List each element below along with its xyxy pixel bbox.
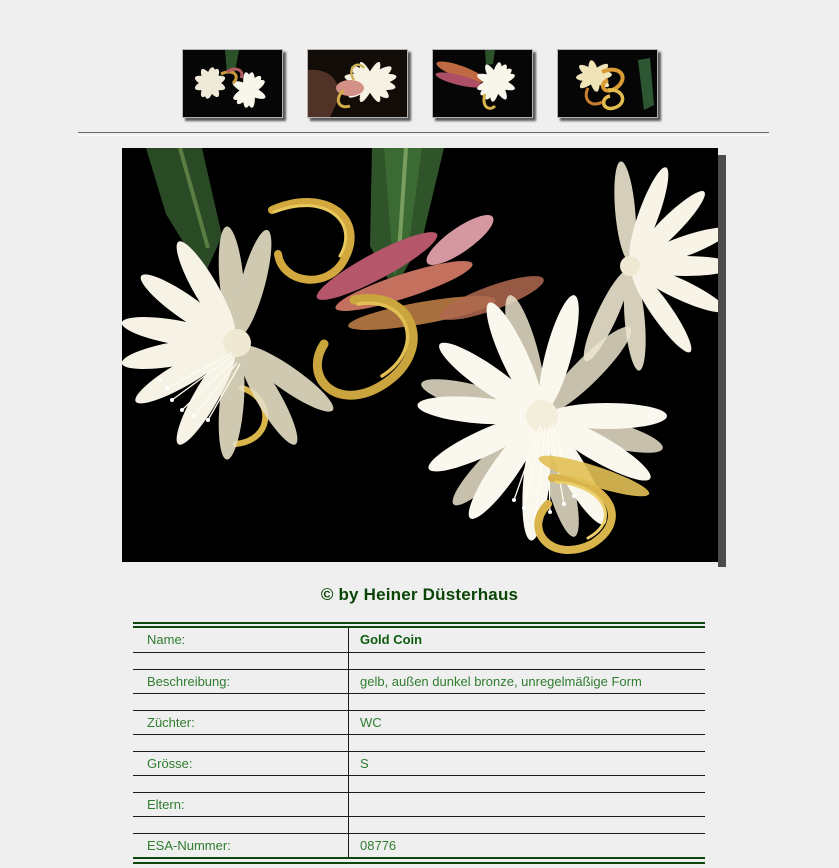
row-label: Name: [133,628,349,652]
row-label: Grösse: [133,751,349,775]
flower-thumbnail-1-image [183,50,282,117]
flower-thumbnail-1[interactable] [182,49,283,118]
table-spacer-row [133,734,705,751]
row-label: ESA-Nummer: [133,833,349,857]
row-label: Züchter: [133,710,349,734]
flower-thumbnail-4[interactable] [557,49,658,118]
flower-thumbnail-3-image [433,50,532,117]
table-row-name [133,628,705,652]
row-value [349,792,706,816]
details-table [133,628,705,857]
table-spacer-row [133,775,705,792]
flower-thumbnail-4-image [558,50,657,117]
table-row-zuechter [133,710,705,734]
table-row-eltern [133,792,705,816]
table-row-esa-nummer [133,833,705,857]
flower-thumbnail-2-image [308,50,407,117]
main-photo-image [122,148,718,562]
divider-rule [78,132,769,136]
row-value: S [349,751,706,775]
row-value: WC [349,710,706,734]
flower-thumbnail-3[interactable] [432,49,533,118]
copyright-heading: © by Heiner Düsterhaus [320,585,519,604]
table-row-groesse [133,751,705,775]
main-photo [122,148,718,562]
flower-thumbnail-2[interactable] [307,49,408,118]
details-table-frame [133,622,705,864]
table-spacer-row [133,652,705,669]
row-label: Beschreibung: [133,669,349,693]
row-value: 08776 [360,837,397,853]
table-spacer-row [133,816,705,833]
photo-shadow [718,155,726,567]
table-spacer-row [133,693,705,710]
thumbnail-gallery [0,49,839,118]
row-value: gelb, außen dunkel bronze, unregelmäßige Form [349,669,706,693]
table-row-beschreibung [133,669,705,693]
row-label: Eltern: [133,792,349,816]
row-value: Gold Coin [349,628,706,652]
